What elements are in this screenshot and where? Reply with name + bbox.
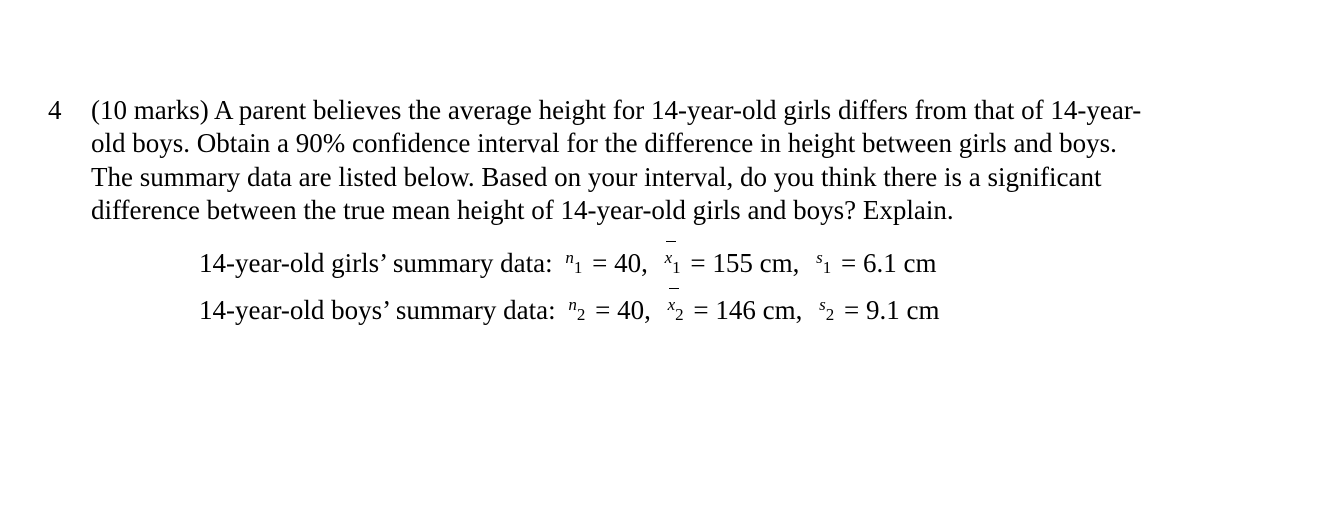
- boys-sd-symbol: s2: [819, 295, 834, 324]
- question-line: old boys. Obtain a 90% confidence interval for the difference in height between girls and boys.: [91, 128, 1117, 159]
- girls-mean-value: = 155 cm,: [690, 248, 800, 278]
- girls-sample-size-symbol: n1: [565, 248, 582, 277]
- boys-mean-value: = 146 cm,: [693, 295, 803, 325]
- question-line: (10 marks) A parent believes the average height for 14-year-old girls differs from that of 14-year-: [91, 95, 1142, 125]
- boys-summary-row: [199, 288, 943, 331]
- girls-summary-row: [199, 241, 940, 284]
- boys-mean-symbol: x2: [668, 288, 683, 331]
- question-number: 4: [48, 95, 62, 125]
- boys-sample-size-symbol: n2: [568, 295, 585, 324]
- girls-sample-size-value: = 40,: [592, 248, 648, 278]
- girls-sd-value: = 6.1 cm: [840, 248, 937, 278]
- girls-summary-label: 14-year-old girls’ summary data:: [199, 248, 553, 278]
- boys-summary-label: 14-year-old boys’ summary data:: [199, 295, 556, 325]
- boys-sample-size-value: = 40,: [595, 295, 651, 325]
- girls-mean-symbol: x1: [665, 241, 680, 284]
- question-line: The summary data are listed below. Based on your interval, do you think there is a significant: [91, 161, 1102, 192]
- girls-sd-symbol: s1: [816, 248, 831, 277]
- question-text: [91, 94, 1271, 227]
- question-line: difference between the true mean height of 14-year-old girls and boys? Explain.: [91, 194, 954, 225]
- boys-sd-value: = 9.1 cm: [843, 295, 940, 325]
